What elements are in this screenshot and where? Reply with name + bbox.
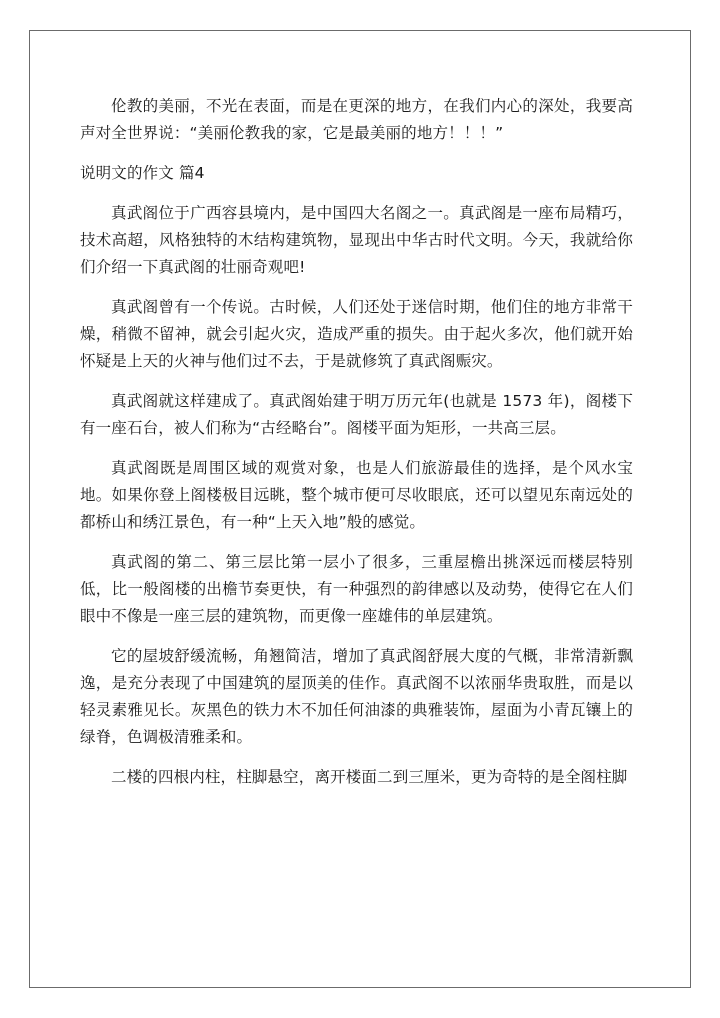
paragraph-1: 真武阁位于广西容县境内，是中国四大名阁之一。真武阁是一座布局精巧，技术高超，风格独特的木结构建筑物，显现出中华古时代文明。今天，我就给你们介绍一下真武阁的壮丽奇观吧! xyxy=(80,204,633,276)
paragraph-intro: 伦教的美丽，不光在表面，而是在更深的地方，在我们内心的深处，我要高声对全世界说：“美丽伦教我的家，它是最美丽的地方！！！” xyxy=(80,97,633,142)
paragraph-3: 真武阁就这样建成了。真武阁始建于明万历元年(也就是 1573 年)，阁楼下有一座石台，被人们称为“古经略台”。阁楼平面为矩形，一共高三层。 xyxy=(80,392,633,437)
paragraph-7: 二楼的四根内柱，柱脚悬空，离开楼面二到三厘米，更为奇特的是全阁柱脚 xyxy=(111,768,628,786)
paragraph-6: 它的屋坡舒缓流畅，角翘简洁，增加了真武阁舒展大度的气概，非常清新飘逸，是充分表现了中国建筑的屋顶美的佳作。真武阁不以浓丽华贵取胜，而是以轻灵素雅见长。灰黑色的铁力木不加任何油漆的典雅装饰，屋面为小青瓦镶上的绿脊，色调极清雅柔和。 xyxy=(80,647,633,746)
paragraph-2: 真武阁曾有一个传说。古时候，人们还处于迷信时期，他们住的地方非常干燥，稍微不留神，就会引起火灾，造成严重的损失。由于起火多次，他们就开始怀疑是上天的火神与他们过不去，于是就修筑了真武阁赈灾。 xyxy=(80,298,633,370)
document-body xyxy=(80,93,633,804)
paragraph-5: 真武阁的第二、第三层比第一层小了很多，三重屋檐出挑深远而楼层特别低，比一般阁楼的出檐节奏更快，有一种强烈的韵律感以及动势，使得它在人们眼中不像是一座三层的建筑物，而更像一座雄伟的单层建筑。 xyxy=(80,553,633,625)
paragraph-4: 真武阁既是周围区域的观赏对象，也是人们旅游最佳的选择，是个风水宝地。如果你登上阁楼极目远眺，整个城市便可尽收眼底，还可以望见东南远处的都桥山和绣江景色，有一种“上天入地”般的感觉。 xyxy=(80,459,633,531)
section-title: 说明文的作文 篇4 xyxy=(80,164,205,182)
